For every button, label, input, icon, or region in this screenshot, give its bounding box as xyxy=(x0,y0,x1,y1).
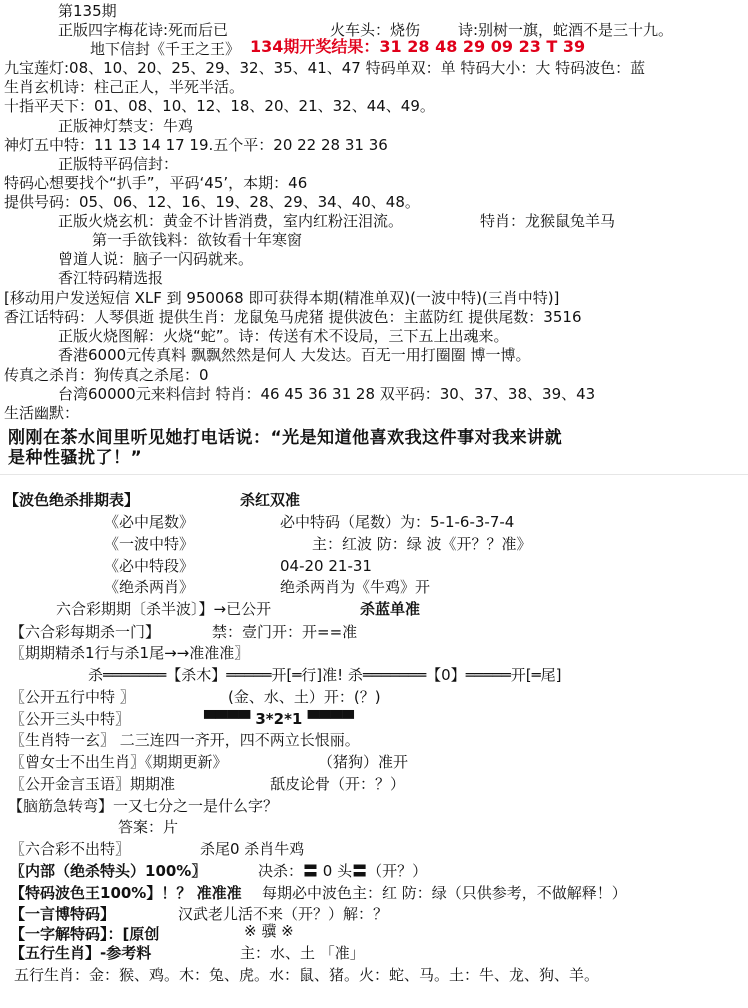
text-line: 香江特码精选报 xyxy=(58,269,164,287)
text-line: 传真之杀肖：狗传真之杀尾：0 xyxy=(4,366,209,384)
text-line: 曾道人说：脑子一闪码就来。 xyxy=(58,250,254,268)
text-line: 第一手欲钱料：欲钕看十年寒窗 xyxy=(92,231,303,249)
text-line: 【脑筋急转弯】一又七分之一是什么字？ xyxy=(8,797,279,815)
text-line: (金、水、土）开：(？) xyxy=(228,688,381,706)
text-line: 必中特码（尾数）为：5-1-6-3-7-4 xyxy=(280,513,515,531)
text-line: 〖曾女士不出生肖〗《期期更新》 xyxy=(10,753,228,771)
text-line: 决杀：〓 0 头〓（开？） xyxy=(258,862,428,880)
text-line: 《必中尾数》 xyxy=(104,513,195,531)
text-line: 每期必中波色主：红 防：绿（只供参考，不做解释！） xyxy=(262,884,627,902)
text-line: 〖内部（绝杀特头）100%〗 xyxy=(10,862,207,880)
text-line: 禁：壹门开：开==准 xyxy=(212,623,358,641)
text-line: 〖六合彩不出特〗 xyxy=(10,840,131,858)
text-line: 主：红波 防：绿 波《开？？准》 xyxy=(312,535,532,553)
text-line: 【特码波色王100%】！？ 准准准 xyxy=(10,884,242,902)
text-line: 【五行生肖】-参考料 xyxy=(10,944,152,962)
text-line: 杀═══════【杀木】═════开[═行]准! 杀═══════【0】═════开[═尾] xyxy=(88,666,562,684)
text-line: 香港6000元传真料 飘飘然然是何人 大发达。百无一用打圈圈 博一博。 xyxy=(58,346,531,364)
text-line: 提供号码：05、06、12、16、19、28、29、34、40、48。 xyxy=(4,193,420,211)
text-line: 【六合彩每期杀一门】 xyxy=(10,623,161,641)
text-line: 舐皮论骨（开：？） xyxy=(270,775,406,793)
text-line: 杀尾0 杀肖牛鸡 xyxy=(200,840,305,858)
text-line: 〖生肖特一玄〗 二三连四一齐开，四不两立长恨丽。 xyxy=(10,731,360,749)
text-line: 正版特平码信封： xyxy=(58,155,179,173)
text-line: 台湾60000元来料信封 特肖：46 45 36 31 28 双平码：30、37、38、39、43 xyxy=(58,385,596,403)
text-line: 火车头：烧伤 xyxy=(330,21,421,39)
text-line: 《一波中特》 xyxy=(104,535,195,553)
text-line: 诗:别树一旗，蛇酒不是三十九。 xyxy=(458,21,674,39)
text-line: 04-20 21-31 xyxy=(280,557,372,575)
text-line: 〖期期精杀1行与杀1尾→→准准准〗 xyxy=(10,644,250,662)
text-line: 〖公开五行中特 〗 xyxy=(10,688,135,706)
joke-text-line-1: 刚刚在茶水间里听见她打电话说：“光是知道他喜欢我这件事对我来讲就 xyxy=(8,428,563,448)
lottery-result-banner: 134期开奖结果：31 28 48 29 09 23 T 39 xyxy=(250,37,586,56)
text-line: 汉武老儿活不来（开？）解：？ xyxy=(178,905,389,923)
text-line: 五行生肖：金：猴、鸡。木：兔、虎。水：鼠、猪。火：蛇、马。土：牛、龙、狗、羊。 xyxy=(14,966,600,984)
text-line: 正版火烧图解：火烧“蛇”。诗：传送有术不设局，三下五上出魂来。 xyxy=(58,327,509,345)
text-line: 九宝莲灯:08、10、20、25、29、32、35、41、47 特码单双：单 特码大小：大 特码波色：蓝 xyxy=(4,59,646,77)
text-line: 六合彩期期〔杀半波〕】→已公开 xyxy=(56,600,272,618)
text-line: 第135期 xyxy=(58,2,117,20)
text-line: 【一言博特码】 xyxy=(10,905,116,923)
text-line: 杀红双准 xyxy=(240,491,301,509)
text-line: 《绝杀两肖》 xyxy=(104,578,195,596)
text-line: 正版四字梅花诗:死而后已 xyxy=(58,21,229,39)
text-line: 生肖玄机诗：柱己正人，半死半活。 xyxy=(4,78,245,96)
text-line: ※ 骥 ※ xyxy=(244,922,294,940)
text-line: 十指平天下：01、08、10、12、18、20、21、32、44、49。 xyxy=(4,97,435,115)
text-line: 正版神灯禁支：牛鸡 xyxy=(58,117,194,135)
section-divider xyxy=(0,474,748,475)
text-line: 〖公开金言玉语〗期期准 xyxy=(10,775,176,793)
text-line: 《必中特段》 xyxy=(104,557,195,575)
text-line: 杀蓝单准 xyxy=(360,600,421,618)
text-line: 地下信封《千王之王》 xyxy=(90,40,241,58)
text-line: （猪狗）准开 xyxy=(318,753,409,771)
joke-text-line-2: 是种性骚扰了！” xyxy=(8,448,143,468)
text-line: 神灯五中特：11 13 14 17 19.五个平：20 22 28 31 36 xyxy=(4,136,388,154)
text-line: 〖公开三头中特〗 xyxy=(10,710,131,728)
text-line: 香江话特码：人琴俱逝 提供生肖：龙鼠兔马虎猪 提供波色：主蓝防红 提供尾数：3516 xyxy=(4,308,582,326)
text-line: 主：水、土 「准」 xyxy=(240,944,365,962)
text-line: 正版火烧玄机：黄金不计皆消费，室内红粉汪泪流。 xyxy=(58,212,404,230)
text-line: [移动用户发送短信 XLF 到 950068 即可获得本期(精准单双)(一波中特)(三肖中特)] xyxy=(4,289,560,307)
text-line: 绝杀两肖为《牛鸡》开 xyxy=(280,578,431,596)
text-line: 【一字解特码】：[原创 xyxy=(10,925,160,943)
text-line: 特码心想要找个“扒手”，平码‘45’，本期：46 xyxy=(4,174,308,192)
text-line: ▀▀▀▀ 3*2*1 ▀▀▀▀ xyxy=(204,710,354,728)
text-line: 特肖：龙猴鼠兔羊马 xyxy=(480,212,616,230)
text-line: 生活幽默： xyxy=(4,404,80,422)
text-line: 答案：片 xyxy=(118,818,179,836)
text-line: 【波色绝杀排期表】 xyxy=(4,491,140,509)
